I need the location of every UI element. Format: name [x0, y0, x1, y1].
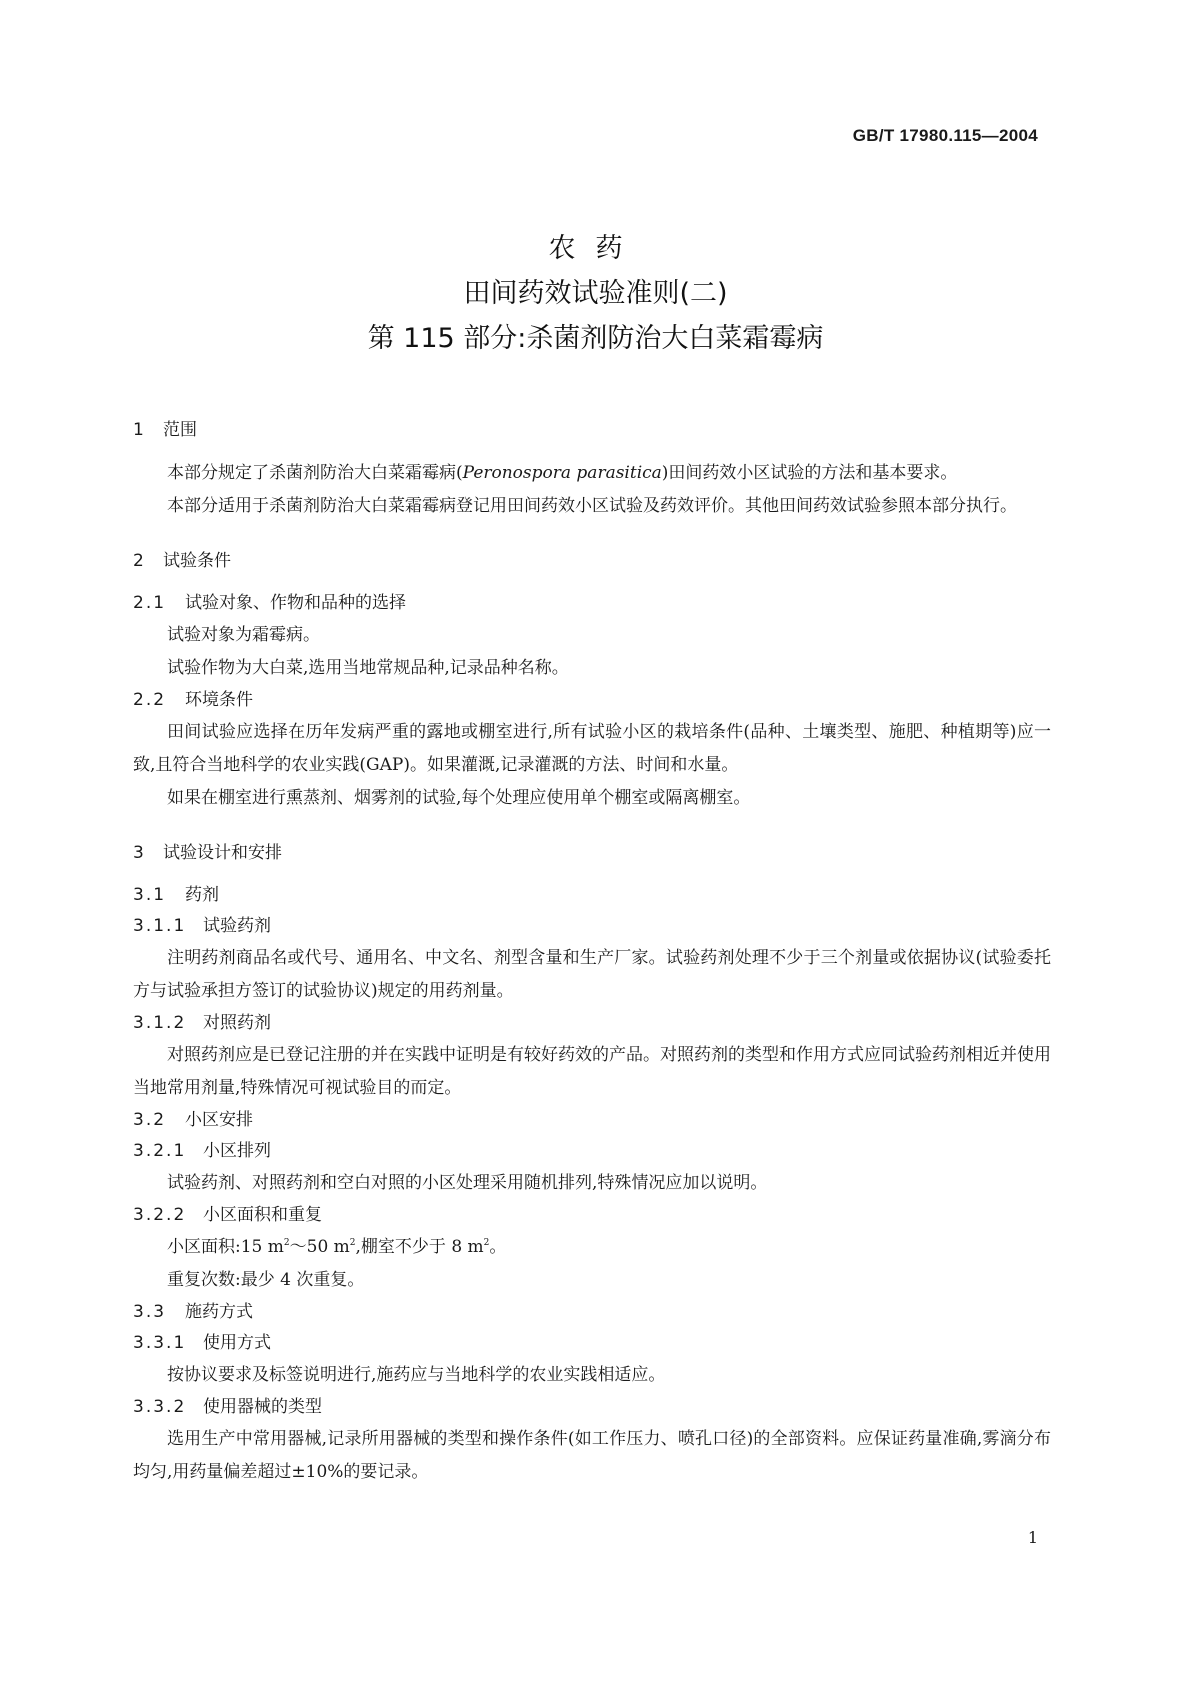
- section-heading-3-2-1: 3.2.1 小区排列: [133, 1141, 271, 1161]
- section-heading-3-1: 3.1 药剂: [133, 885, 219, 905]
- paragraph-3-1-1: 注明药剂商品名或代号、通用名、中文名、剂型含量和生产厂家。试验药剂处理不少于三个剂量或依据协议(试验委托方与试验承担方签订的试验协议)规定的用药剂量。: [133, 948, 1051, 1001]
- section-heading-3-3-2: 3.3.2 使用器械的类型: [133, 1397, 322, 1417]
- paragraph-2-1-b: 试验作物为大白菜,选用当地常规品种,记录品种名称。: [167, 658, 569, 678]
- paragraph-2-1-a: 试验对象为霜霉病。: [167, 625, 320, 645]
- section-heading-2-2: 2.2 环境条件: [133, 690, 253, 710]
- paragraph-3-2-1: 试验药剂、对照药剂和空白对照的小区处理采用随机排列,特殊情况应加以说明。: [167, 1173, 768, 1193]
- section-heading-1: 1 范围: [133, 420, 197, 440]
- section-heading-3-1-2: 3.1.2 对照药剂: [133, 1013, 271, 1033]
- paragraph-scope-2: 本部分适用于杀菌剂防治大白菜霜霉病登记用田间药效小区试验及药效评价。其他田间药效试验参照本部分执行。: [167, 496, 1017, 516]
- section-heading-3-2: 3.2 小区安排: [133, 1110, 253, 1130]
- section-heading-3-3-1: 3.3.1 使用方式: [133, 1333, 271, 1353]
- title-line-2: 田间药效试验准则(二): [463, 278, 728, 309]
- paragraph-replicates: 重复次数:最少 4 次重复。: [167, 1270, 365, 1290]
- section-heading-2-1: 2.1 试验对象、作物和品种的选择: [133, 593, 406, 613]
- paragraph-2-2-a: 田间试验应选择在历年发病严重的露地或棚室进行,所有试验小区的栽培条件(品种、土壤类型、施肥、种植期等)应一致,且符合当地科学的农业实践(GAP)。如果灌溉,记录灌溉的方法、时间和水量。: [133, 722, 1051, 775]
- standard-code: GB/T 17980.115—2004: [852, 126, 1038, 145]
- paragraph-3-1-2: 对照药剂应是已登记注册的并在实践中证明是有较好药效的产品。对照药剂的类型和作用方式应同试验药剂相近并使用当地常用剂量,特殊情况可视试验目的而定。: [133, 1045, 1051, 1098]
- paragraph-2-2-b: 如果在棚室进行熏蒸剂、烟雾剂的试验,每个处理应使用单个棚室或隔离棚室。: [167, 788, 751, 808]
- section-heading-3-2-2: 3.2.2 小区面积和重复: [133, 1205, 322, 1225]
- paragraph-3-3-1: 按协议要求及标签说明进行,施药应与当地科学的农业实践相适应。: [167, 1365, 666, 1385]
- title-line-3: 第 115 部分:杀菌剂防治大白菜霜霉病: [367, 323, 824, 354]
- document-title: [0, 226, 1191, 361]
- paragraph-scope-1: 本部分规定了杀菌剂防治大白菜霜霉病(Peronospora parasitica)田间药效小区试验的方法和基本要求。: [167, 463, 958, 483]
- section-heading-3: 3 试验设计和安排: [133, 843, 282, 863]
- paragraph-3-3-2: 选用生产中常用器械,记录所用器械的类型和操作条件(如工作压力、喷孔口径)的全部资料。应保证药量准确,雾滴分布均匀,用药量偏差超过±10%的要记录。: [133, 1429, 1051, 1482]
- page-number: 1: [1027, 1528, 1038, 1547]
- section-heading-3-3: 3.3 施药方式: [133, 1302, 253, 1322]
- title-line-1: 农药: [548, 233, 643, 264]
- section-heading-3-1-1: 3.1.1 试验药剂: [133, 916, 271, 936]
- document-body: [133, 412, 1051, 1489]
- latin-name: Peronospora parasitica: [462, 463, 662, 483]
- section-heading-2: 2 试验条件: [133, 551, 231, 571]
- paragraph-plot-area: 小区面积:15 $m^2\sim 50$ $m^2$,棚室不少于 8 $m^2$。: [167, 1237, 507, 1257]
